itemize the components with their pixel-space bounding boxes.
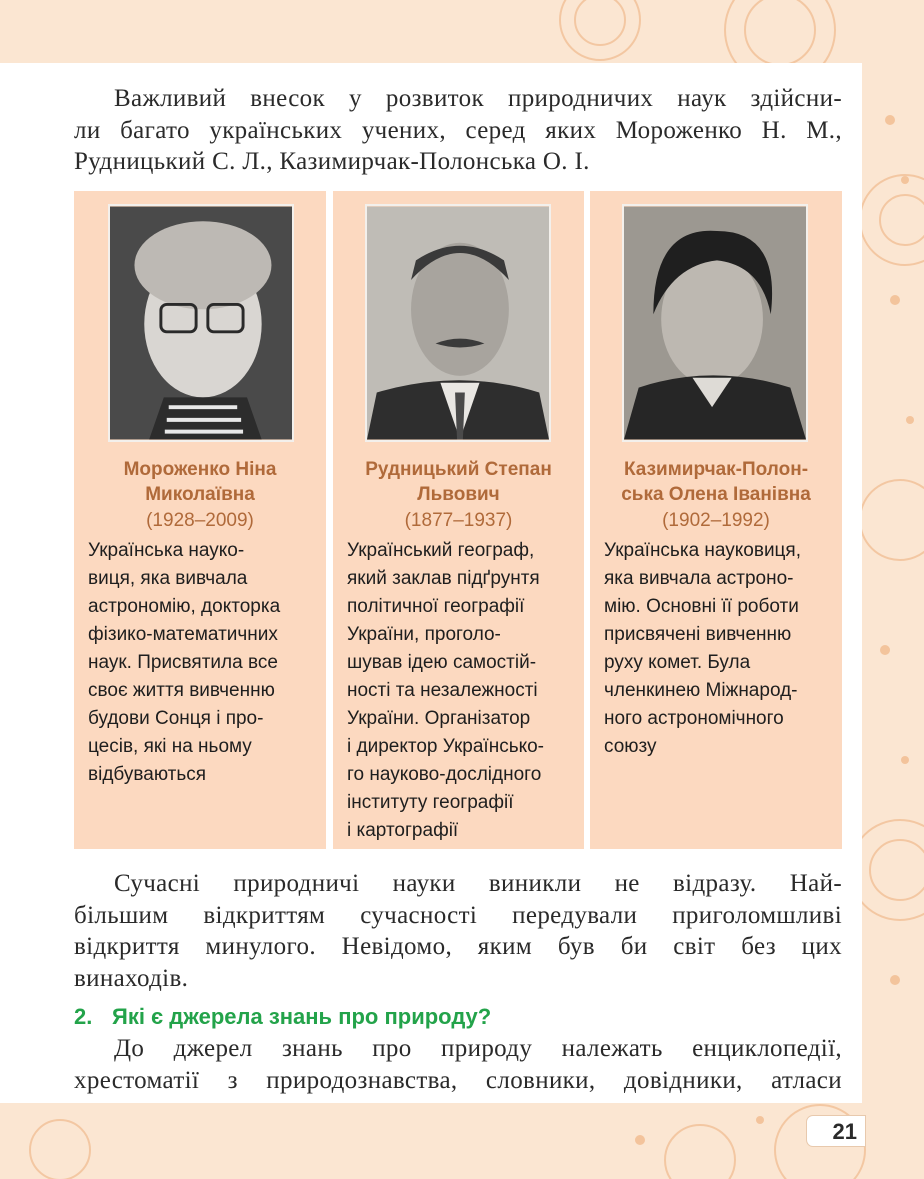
desc-line: і картографії: [347, 820, 459, 841]
scientist-description: [347, 537, 576, 845]
scientist-name: [590, 457, 842, 507]
desc-line: цесів, які на ньому: [88, 736, 252, 757]
desc-line: присвячені вивченню: [604, 624, 792, 645]
scientist-name: [333, 457, 584, 507]
desc-line: яка вивчала астроно-: [604, 568, 794, 589]
portrait-woman-icon: [622, 204, 808, 442]
desc-line: фізико-математичних: [88, 624, 278, 645]
section-question-heading: [74, 1004, 491, 1030]
portrait-man-mustache-icon: [365, 204, 551, 442]
scientist-description: [88, 537, 318, 789]
desc-line: го науково-дослідного: [347, 764, 542, 785]
desc-line: виця, яка вивчала: [88, 568, 248, 589]
desc-line: мію. Основні її роботи: [604, 596, 799, 617]
portrait-woman-glasses-icon: [108, 204, 294, 442]
desc-line: Український географ,: [347, 540, 535, 561]
desc-line: Українська науковиця,: [604, 540, 802, 561]
desc-line: України. Організатор: [347, 708, 531, 729]
paragraph-line: винаходів.: [74, 964, 189, 992]
name-line: Мороженко Ніна: [123, 459, 277, 480]
desc-line: астрономію, докторка: [88, 596, 281, 617]
knowledge-sources-paragraph: [74, 1033, 842, 1096]
name-line: Рудницький Степан: [365, 459, 552, 480]
desc-line: і директор Українсько-: [347, 736, 545, 757]
name-line: Казимирчак-Полон-: [623, 459, 809, 480]
paragraph-line: До джерел знань про природу належать енциклопедії,: [114, 1035, 842, 1062]
scientist-card-rudnytskyi: [333, 191, 584, 849]
modern-science-paragraph: [74, 868, 842, 994]
desc-line: який заклав підґрунтя: [347, 568, 540, 589]
scientist-card-morozhenko: [74, 191, 326, 849]
scientist-years: (1877–1937): [404, 510, 513, 531]
page-number: 21: [806, 1115, 866, 1147]
question-text: Які є джерела знань про природу?: [112, 1004, 492, 1029]
desc-line: Українська науко-: [88, 540, 245, 561]
paragraph-line: більшим відкриттям сучасності передували приголомшливі: [74, 901, 842, 929]
paragraph-line: хрестоматії з природознавства, словники, довідники, атласи: [74, 1066, 842, 1094]
paragraph-line: Сучасні природничі науки виникли не відразу. Най-: [114, 870, 842, 897]
desc-line: своє життя вивченню: [88, 680, 275, 701]
name-line: ська Олена Іванівна: [621, 484, 811, 505]
name-line: Миколаївна: [145, 484, 255, 505]
desc-line: політичної географії: [347, 596, 525, 617]
name-line: Львович: [417, 484, 500, 505]
scientist-description: [604, 537, 834, 761]
question-number: 2.: [74, 1004, 93, 1029]
scientist-name: [74, 457, 326, 507]
desc-line: союзу: [604, 736, 657, 757]
desc-line: ного астрономічного: [604, 708, 784, 729]
desc-line: відбуваються: [88, 764, 207, 785]
desc-line: ності та незалежності: [347, 680, 538, 701]
desc-line: наук. Присвятила все: [88, 652, 278, 673]
desc-line: руху комет. Була: [604, 652, 751, 673]
paragraph-line: відкриття минулого. Невідомо, яким був би світ без цих: [74, 933, 842, 960]
intro-line: ли багато українських учених, серед яких Мороженко Н. М.,: [74, 116, 842, 144]
intro-paragraph: [74, 83, 842, 178]
intro-line: Рудницький С. Л., Казимирчак-Полонська О. І.: [74, 148, 590, 175]
intro-line: Важливий внесок у розвиток природничих наук здійсни-: [114, 85, 842, 112]
desc-line: шував ідею самостій-: [347, 652, 537, 673]
desc-line: членкинею Міжнарод-: [604, 680, 798, 701]
desc-line: будови Сонця і про-: [88, 708, 264, 729]
scientist-years: (1928–2009): [146, 510, 254, 531]
textbook-page: [0, 63, 862, 1103]
scientist-card-kazymyrchak: [590, 191, 842, 849]
desc-line: інституту географії: [347, 792, 514, 813]
desc-line: України, проголо-: [347, 624, 501, 645]
scientist-years: (1902–1992): [662, 510, 770, 531]
